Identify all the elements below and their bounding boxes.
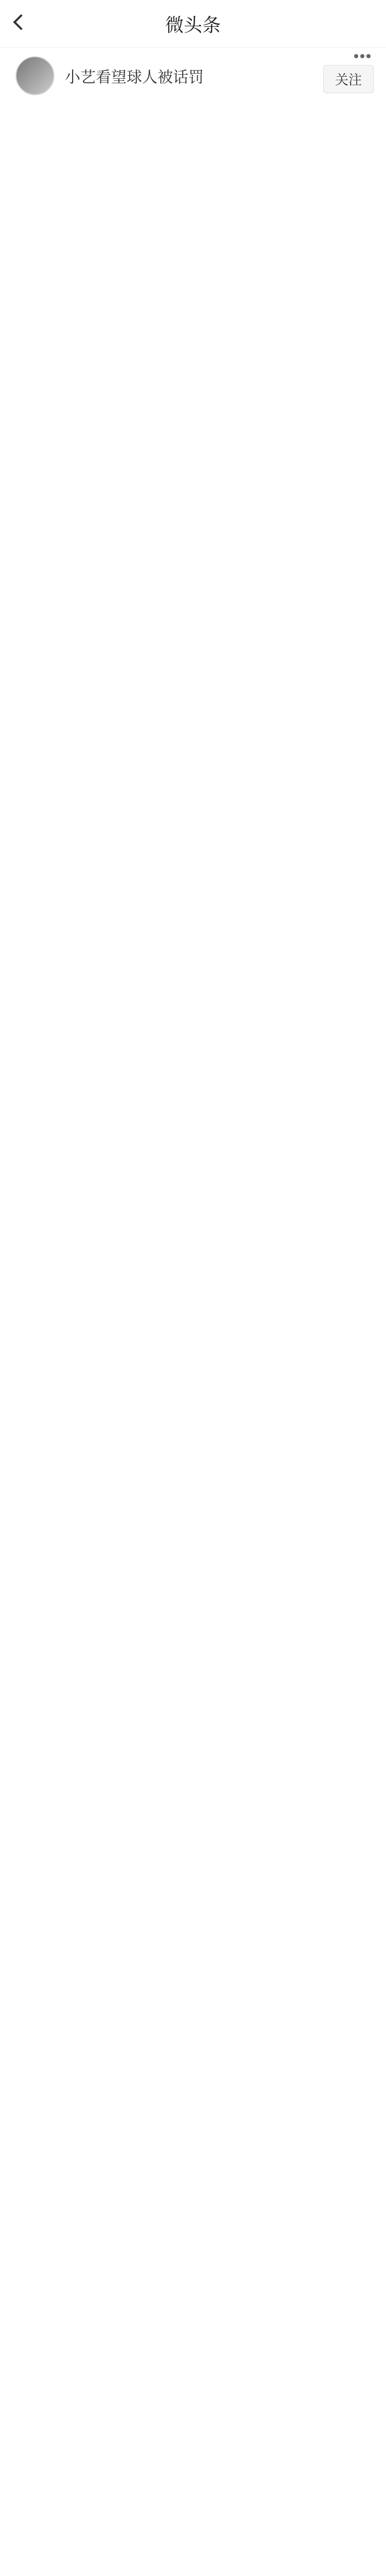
article-paragraph	[17, 318, 369, 342]
article-paragraph	[17, 844, 369, 868]
article-paragraph	[17, 178, 369, 202]
article-paragraph	[17, 739, 369, 762]
article-paragraph	[17, 283, 369, 307]
more-dots-icon[interactable]	[354, 50, 374, 56]
article-paragraph	[17, 634, 369, 657]
author-avatar[interactable]	[15, 56, 55, 95]
article-paragraph	[17, 669, 369, 692]
back-arrow-icon[interactable]	[13, 14, 29, 30]
article-paragraph	[17, 353, 369, 377]
article-paragraph	[17, 108, 369, 132]
article-paragraph	[17, 809, 369, 833]
page-title: 微头条	[165, 14, 221, 36]
article-paragraph	[17, 529, 369, 552]
top-bar	[0, 0, 386, 48]
article-body	[0, 108, 386, 2576]
article-paragraph	[17, 459, 369, 482]
author-name[interactable]: 小艺看望球人被话罚	[65, 69, 204, 87]
article-paragraph	[17, 774, 369, 798]
article-paragraph	[17, 248, 369, 272]
article-paragraph	[17, 423, 369, 447]
article-paragraph	[17, 494, 369, 517]
author-row	[0, 47, 386, 104]
article-paragraph	[17, 704, 369, 727]
article-paragraph	[17, 564, 369, 587]
follow-button[interactable]: 关注	[323, 65, 374, 93]
article-paragraph	[17, 599, 369, 622]
article-paragraph	[17, 213, 369, 237]
article-paragraph	[17, 388, 369, 412]
article-paragraph	[17, 143, 369, 167]
